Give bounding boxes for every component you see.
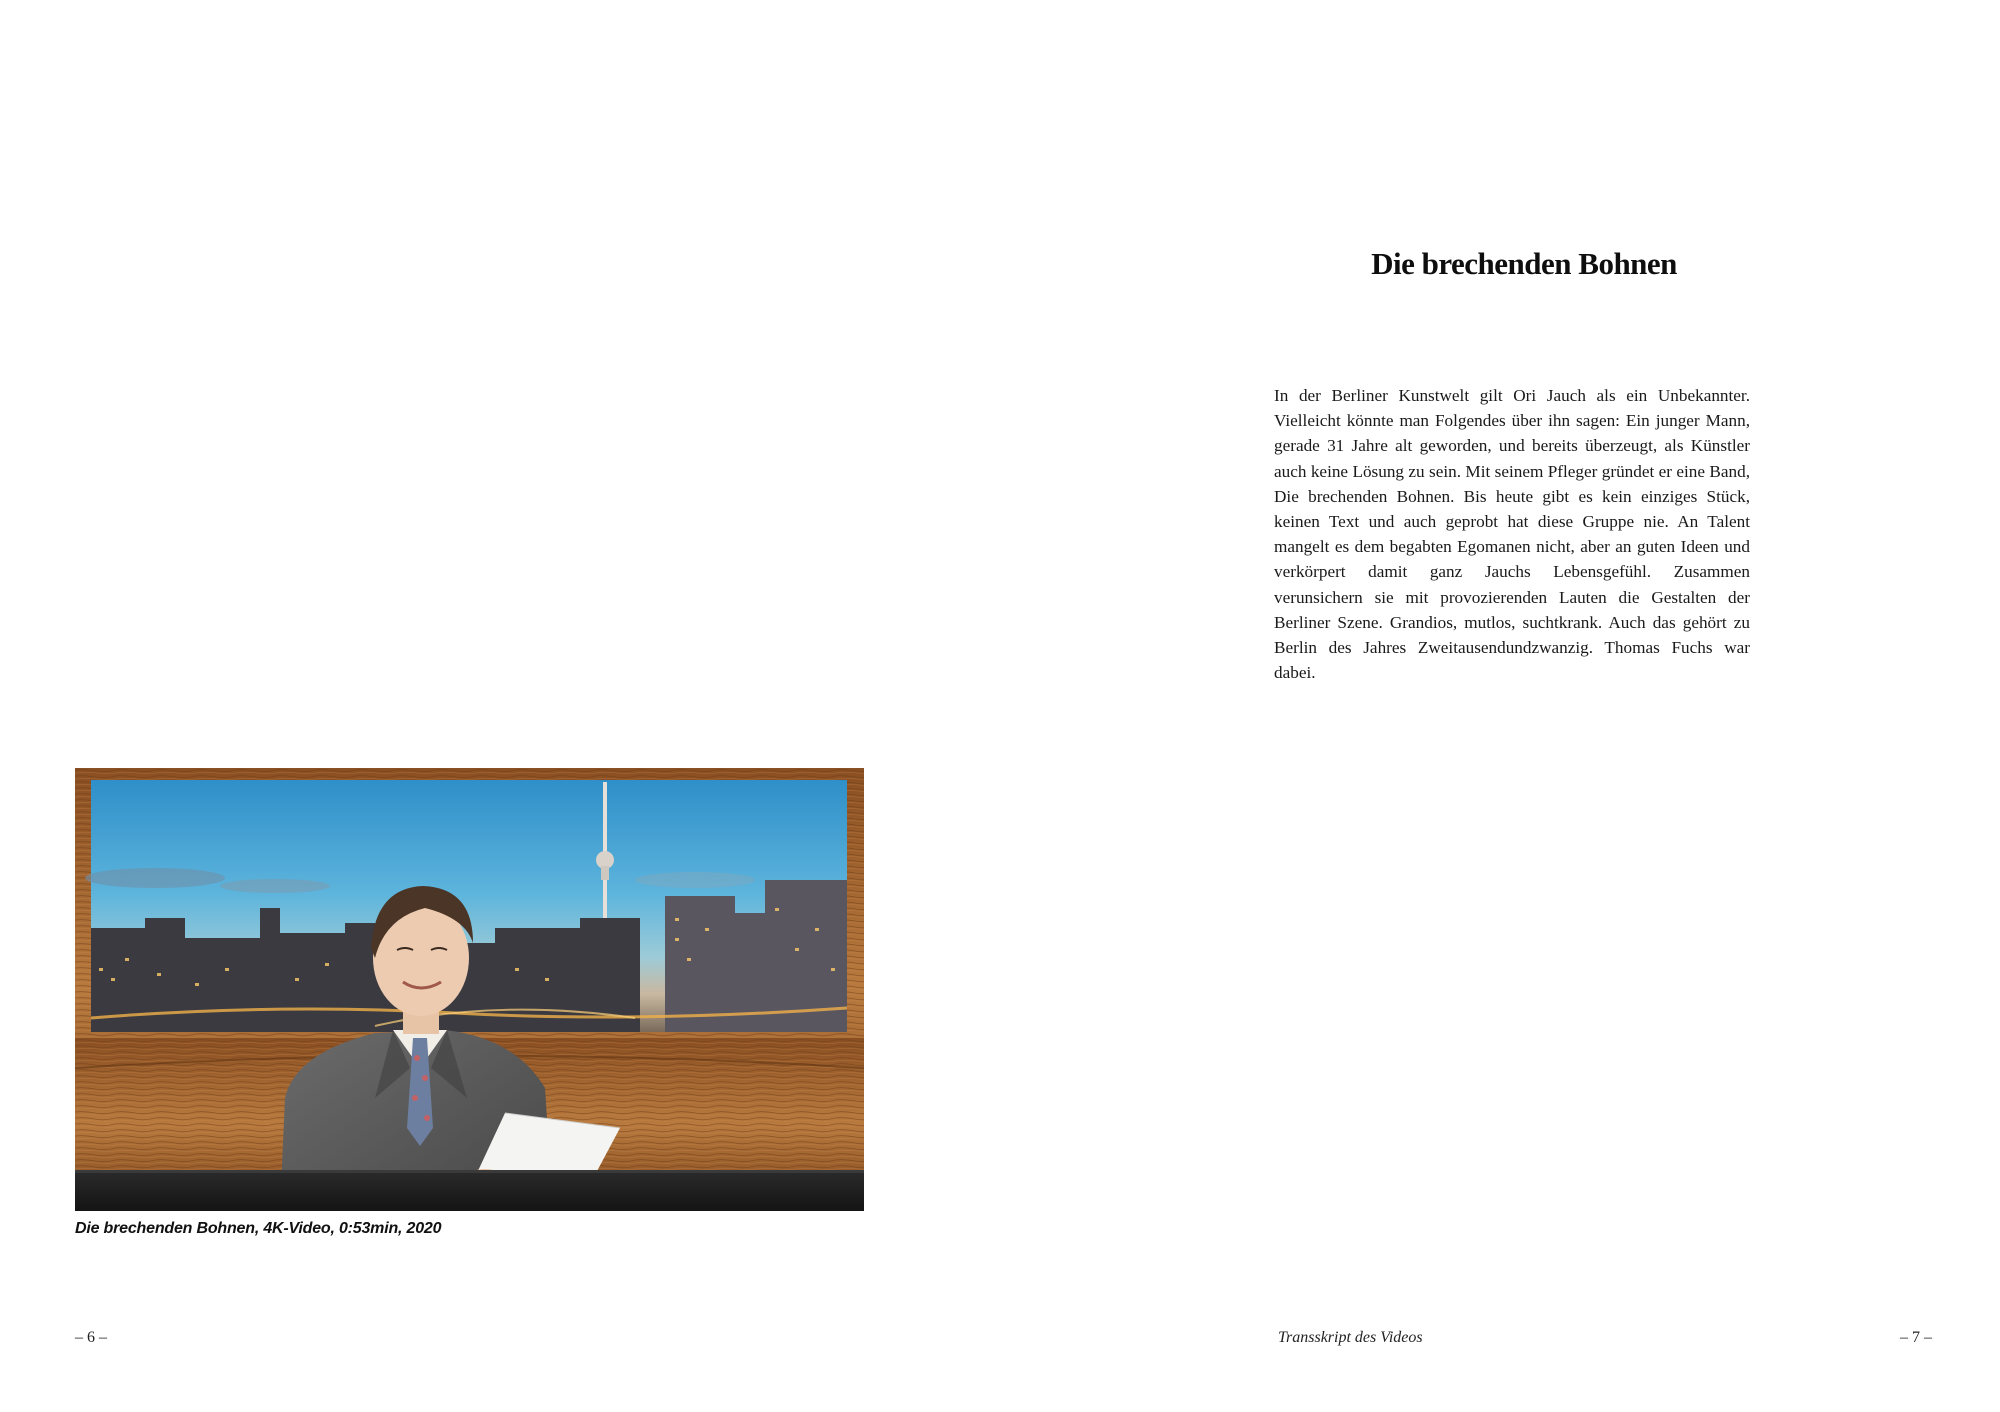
video-still-image (75, 768, 864, 1211)
article-body: In der Berliner Kunstwelt gilt Ori Jauch als ein Unbekannter. Vielleicht könnte man Folgendes über ihn sagen: Ein junger Mann, gerade 31 Jahre alt geworden, und bereits überzeugt, als Künstler auch keine Lösung zu sein. Mit seinem Pfleger gründet er eine Band, Die brechenden Bohnen. Bis heute gibt es kein einziges Stück, keinen Text und auch geprobt hat diese Gruppe nie. An Talent mangelt es dem begabten Egomanen nicht, aber an guten Ideen und verkörpert damit ganz Jauchs Lebensgefühl. Zusammen verunsichern sie mit provozierenden Lauten die Gestalten der Berliner Szene. Grandios, mutlos, suchtkrank. Auch das gehört zu Berlin des Jahres Zweitausendundzwanzig. Thomas Fuchs war dabei. (1274, 386, 1750, 683)
running-footer: Transskript des Videos (1278, 1329, 1423, 1346)
right-page (1000, 0, 2000, 1412)
image-caption: Die brechenden Bohnen, 4K-Video, 0:53min, 2020 (75, 1220, 442, 1237)
page-number-left: – 6 – (75, 1329, 107, 1346)
article-title: Die brechenden Bohnen (1371, 246, 1677, 281)
page-number-right: – 7 – (1900, 1329, 1932, 1346)
